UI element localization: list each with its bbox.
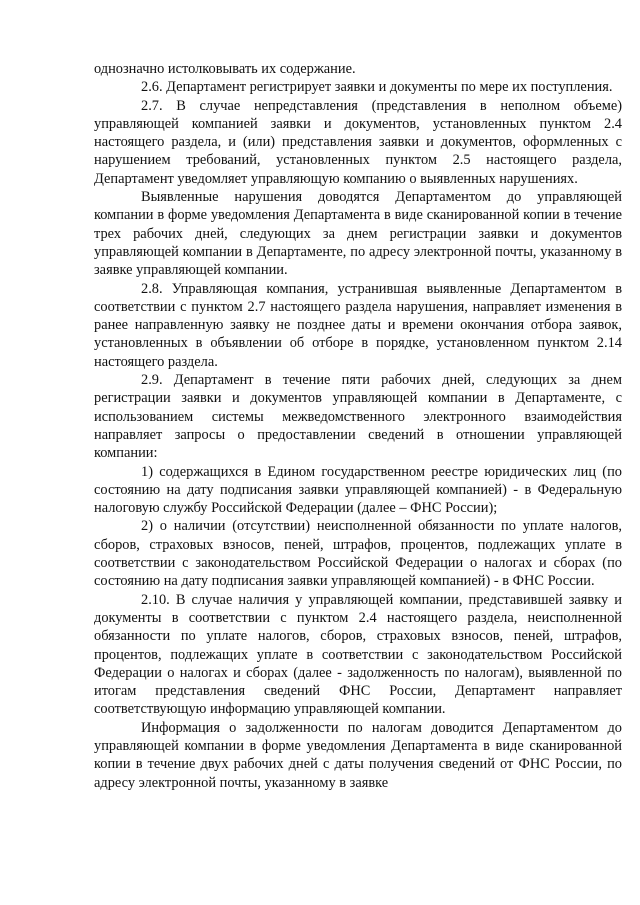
- paragraph: однозначно истолковывать их содержание.: [94, 61, 356, 77]
- paragraph: 2.6. Департамент регистрирует заявки и документы по мере их поступления.: [141, 79, 613, 96]
- paragraph: Выявленные нарушения доводятся Департаментом до управляющей компании в форме уведомления Департамента в виде сканированной копии в течение трех рабочих дней, следующих за днем регистрации заявки и документов управляющей компании в Департаменте, по адресу электронной почты, указанному в заявке управляющей компании.: [94, 189, 622, 279]
- paragraph: 2.8. Управляющая компания, устранившая выявленные Департаментом в соответствии с пунктом 2.7 настоящего раздела нарушения, направляет изменения в ранее направленную заявку не позднее даты и времени окончания отбора заявок, установленных в объявлении об отборе в порядке, установленном пунктом 2.14 настоящего раздела.: [94, 280, 622, 370]
- paragraph: 2.9. Департамент в течение пяти рабочих дней, следующих за днем регистрации заявки и документов управляющей компании в Департаменте, с использованием системы межведомственного электронного взаимодействия направляет запросы о предоставлении сведений в отношении управляющей компании:: [94, 372, 622, 462]
- document-page: [94, 60, 622, 792]
- paragraph: 2.7. В случае непредставления (представления в неполном объеме) управляющей компанией заявки и документов, установленных пунктом 2.4 настоящего раздела, и (или) представления заявки и документов, оформленных с нарушением требований, установленных пунктом 2.5 настоящего раздела, Департамент уведомляет управляющую компанию о выявленных нарушениях.: [94, 97, 622, 187]
- paragraph: Информация о задолженности по налогам доводится Департаментом до управляющей компании в форме уведомления Департамента в виде сканированной копии в течение двух рабочих дней с даты получения сведений от ФНС России, по адресу электронной почты, указанному в заявке: [94, 719, 622, 791]
- paragraph: 2.10. В случае наличия у управляющей компании, представившей заявку и документы в соответствии с пунктом 2.4 настоящего раздела, неисполненной обязанности по уплате налогов, сборов, страховых взносов, пеней, штрафов, процентов, подлежащих уплате в соответствии с законодательством Российской Федерации о налогах и сборах (далее - задолженность по налогам), выявленной по итогам представления сведений ФНС России, Департамент направляет соответствующую информацию управляющей компании.: [94, 591, 622, 718]
- paragraph: 2) о наличии (отсутствии) неисполненной обязанности по уплате налогов, сборов, страховых взносов, пеней, штрафов, процентов, подлежащих уплате в соответствии с законодательством Российской Федерации о налогах и сборах (по состоянию на дату подписания заявки управляющей компанией) - в ФНС России.: [94, 518, 622, 590]
- paragraph: 1) содержащихся в Едином государственном реестре юридических лиц (по состоянию на дату подписания заявки управляющей компанией) - в Федеральную налоговую службу Российской Федерации (далее – ФНС России);: [94, 463, 622, 517]
